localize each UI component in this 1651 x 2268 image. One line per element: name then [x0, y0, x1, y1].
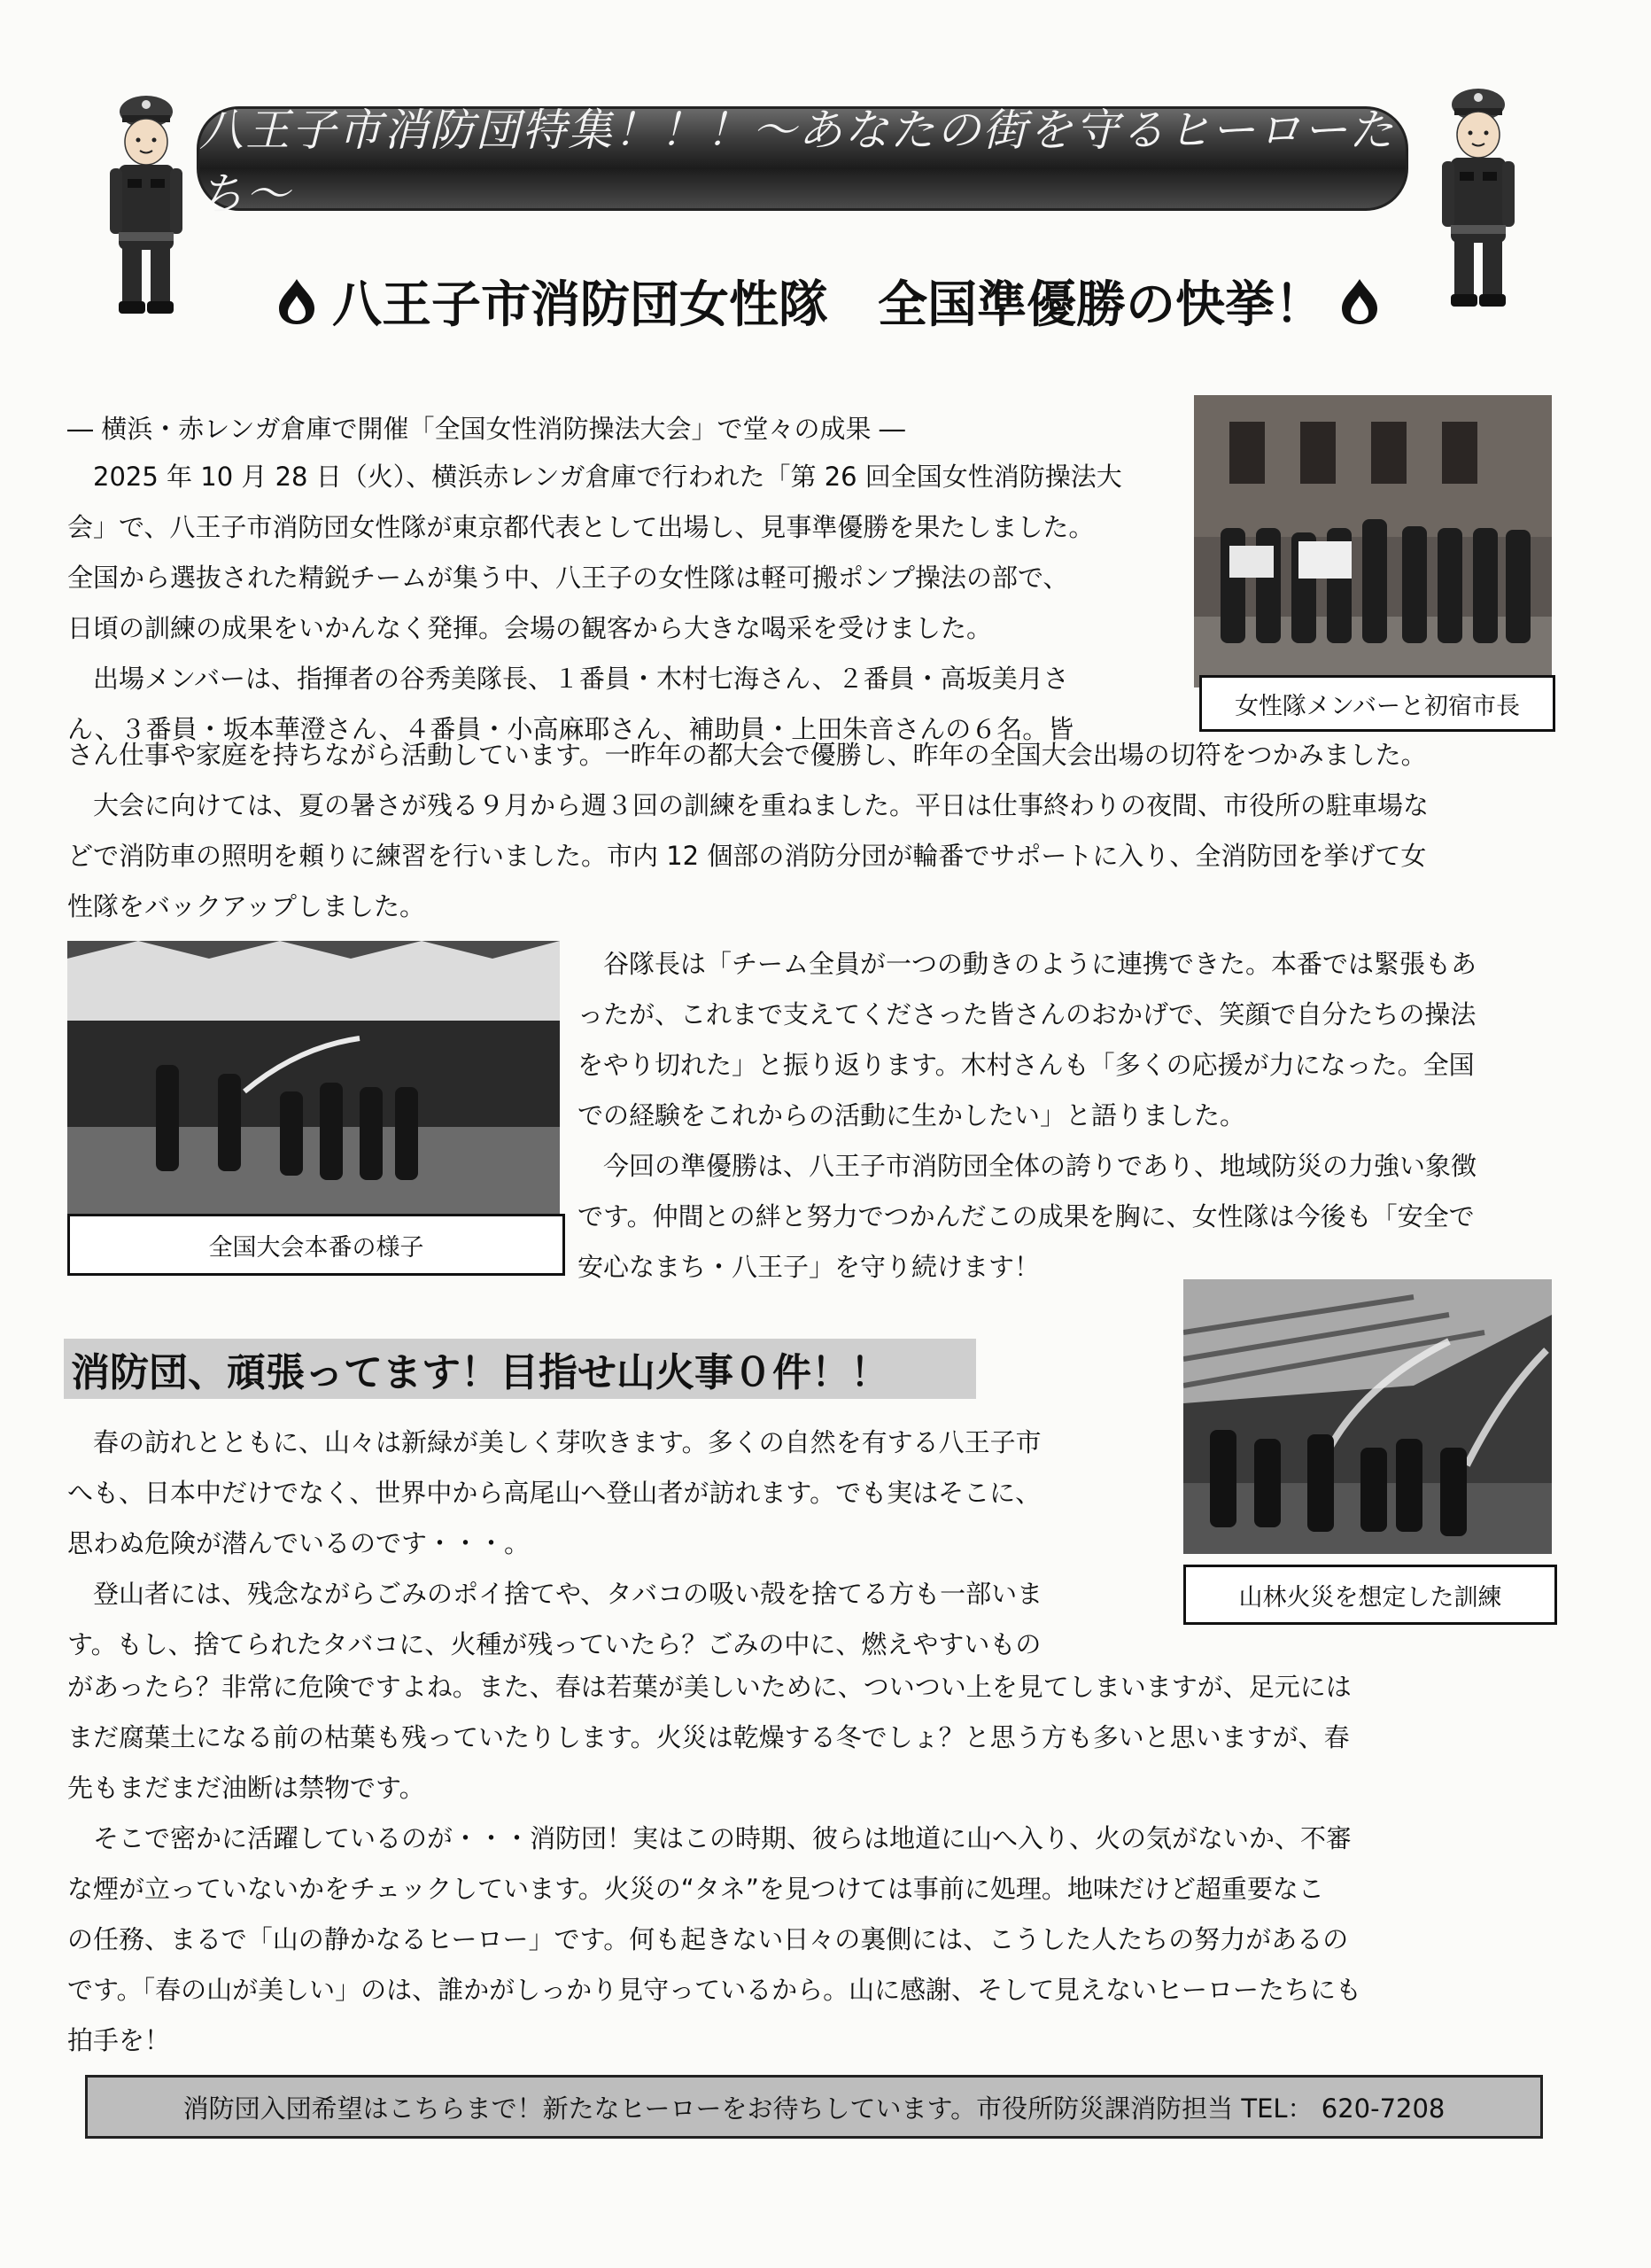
text-line: 2025 年 10 月 28 日（火）、横浜赤レンガ倉庫で行われた「第 26 回全国女性消防操法大: [67, 462, 1122, 492]
article2-heading: 消防団、頑張ってます！目指せ山火事０件！！: [64, 1339, 976, 1399]
text-line: 会」で、八王子市消防団女性隊が東京都代表として出場し、見事準優勝を果たしました。: [67, 512, 1095, 542]
text-line: があったら？非常に危険ですよね。また、春は若葉が美しいために、ついつい上を見てしまいますが、足元には: [67, 1672, 1352, 1702]
text-line: へも、日本中だけでなく、世界中から高尾山へ登山者が訪れます。でも実はそこに、: [67, 1478, 1042, 1508]
text-line: 登山者には、残念ながらごみのポイ捨てや、タバコの吸い殻を捨てる方も一部いま: [67, 1579, 1043, 1609]
text-line: どで消防車の照明を頼りに練習を行いました。市内 12 個部の消防分団が輪番でサポートに入り、全消防団を挙げて女: [67, 841, 1427, 871]
text-line: そこで密かに活躍しているのが・・・消防団！実はこの時期、彼らは地道に山へ入り、火の気がないか、不審: [67, 1823, 1353, 1853]
footer-text: 消防団入団希望はこちらまで！新たなヒーローをお待ちしています。市役所防災課消防担当 TEL： 620-7208: [182, 2093, 1446, 2124]
firefighter-illustration-right: [1430, 85, 1527, 315]
text-line: 先もまだまだ油断は禁物です。: [67, 1773, 425, 1803]
text-line: 日頃の訓練の成果をいかんなく発揮。会場の観客から大きな喝采を受けました。: [67, 613, 993, 643]
text-line: 出場メンバーは、指揮者の谷秀美隊長、１番員・木村七海さん、２番員・高坂美月さ: [67, 664, 1069, 694]
article1-subtitle: ― 横浜・赤レンガ倉庫で開催「全国女性消防操法大会」で堂々の成果 ―: [67, 414, 905, 444]
text-line: さん仕事や家庭を持ちながら活動しています。一昨年の都大会で優勝し、昨年の全国大会出場の切符をつかみました。: [67, 740, 1427, 770]
photo-forest-fire-drill: [1183, 1279, 1552, 1554]
text-line: での経験をこれからの活動に生かしたい」と語りました。: [577, 1100, 1246, 1130]
article1-paragraph-1: [67, 452, 1122, 755]
text-line: な煙が立っていないかをチェックしています。火災の“タネ”を見つけては事前に処理。地味だけど超重要なこ: [67, 1874, 1324, 1904]
photo1-caption: 女性隊メンバーと初宿市長: [1199, 675, 1555, 732]
text-line: ん、３番員・坂本華澄さん、４番員・小高麻耶さん、補助員・上田朱音さんの６名。皆: [67, 714, 1074, 744]
text-line: 全国から選抜された精鋭チームが集う中、八王子の女性隊は軽可搬ポンプ操法の部で、: [67, 563, 1069, 593]
photo-team-with-mayor: [1194, 395, 1552, 687]
article1-headline: [257, 266, 1399, 337]
text-line: 安心なまち・八王子」を守り続けます！: [577, 1252, 1041, 1282]
article1-paragraph-2: [67, 730, 1429, 932]
article2-paragraph-1: [67, 1418, 1043, 1670]
flame-icon: [274, 276, 320, 326]
headline-text: 八王子市消防団女性隊 全国準優勝の快挙！: [332, 276, 1324, 334]
photo2-caption: 全国大会本番の様子: [67, 1214, 565, 1276]
text-line: す。もし、捨てられたタバコに、火種が残っていたら？ごみの中に、燃えやすいもの: [67, 1629, 1042, 1659]
banner-title: 八王子市消防団特集！！！～あなたの街を守るヒーローたち～: [199, 105, 1395, 220]
text-line: 大会に向けては、夏の暑さが残る９月から週３回の訓練を重ねました。平日は仕事終わりの夜間、市役所の駐車場な: [67, 790, 1430, 820]
text-line: 拍手を！: [67, 2025, 171, 2055]
text-line: 春の訪れとともに、山々は新緑が美しく芽吹きます。多くの自然を有する八王子市: [67, 1427, 1042, 1457]
photo3-caption: 山林火災を想定した訓練: [1183, 1565, 1557, 1625]
firefighter-illustration-left: [97, 92, 195, 322]
recruitment-footer: [85, 2075, 1543, 2139]
text-line: をやり切れた」と振り返ります。木村さんも「多くの応援が力になった。全国: [577, 1050, 1475, 1080]
text-line: です。仲間との絆と努力でつかんだこの成果を胸に、女性隊は今後も「安全で: [577, 1201, 1475, 1231]
text-line: の任務、まるで「山の静かなるヒーロー」です。何も起きない日々の裏側には、こうした人たちの努力があるの: [67, 1924, 1349, 1954]
header-banner: [197, 105, 1408, 220]
photo-national-tournament: [67, 941, 560, 1217]
article2-paragraph-2: [67, 1662, 1361, 2066]
flame-icon: [1337, 276, 1383, 326]
text-line: ったが、これまで支えてくださった皆さんのおかげで、笑顔で自分たちの操法: [577, 999, 1477, 1029]
text-line: です。「春の山が美しい」のは、誰かがしっかり見守っているから。山に感謝、そして見えないヒーローたちにも: [67, 1975, 1362, 2005]
article1-paragraph-3: [577, 939, 1477, 1293]
text-line: 性隊をバックアップしました。: [67, 891, 425, 921]
text-line: まだ腐葉土になる前の枯葉も残っていたりします。火災は乾燥する冬でしょ？と思う方も多いと思いますが、春: [67, 1722, 1350, 1752]
text-line: 今回の準優勝は、八王子市消防団全体の誇りであり、地域防災の力強い象徴: [577, 1151, 1477, 1181]
text-line: 谷隊長は「チーム全員が一つの動きのように連携できた。本番では緊張もあ: [577, 949, 1477, 979]
text-line: 思わぬ危険が潜んでいるのです・・・。: [67, 1528, 531, 1558]
